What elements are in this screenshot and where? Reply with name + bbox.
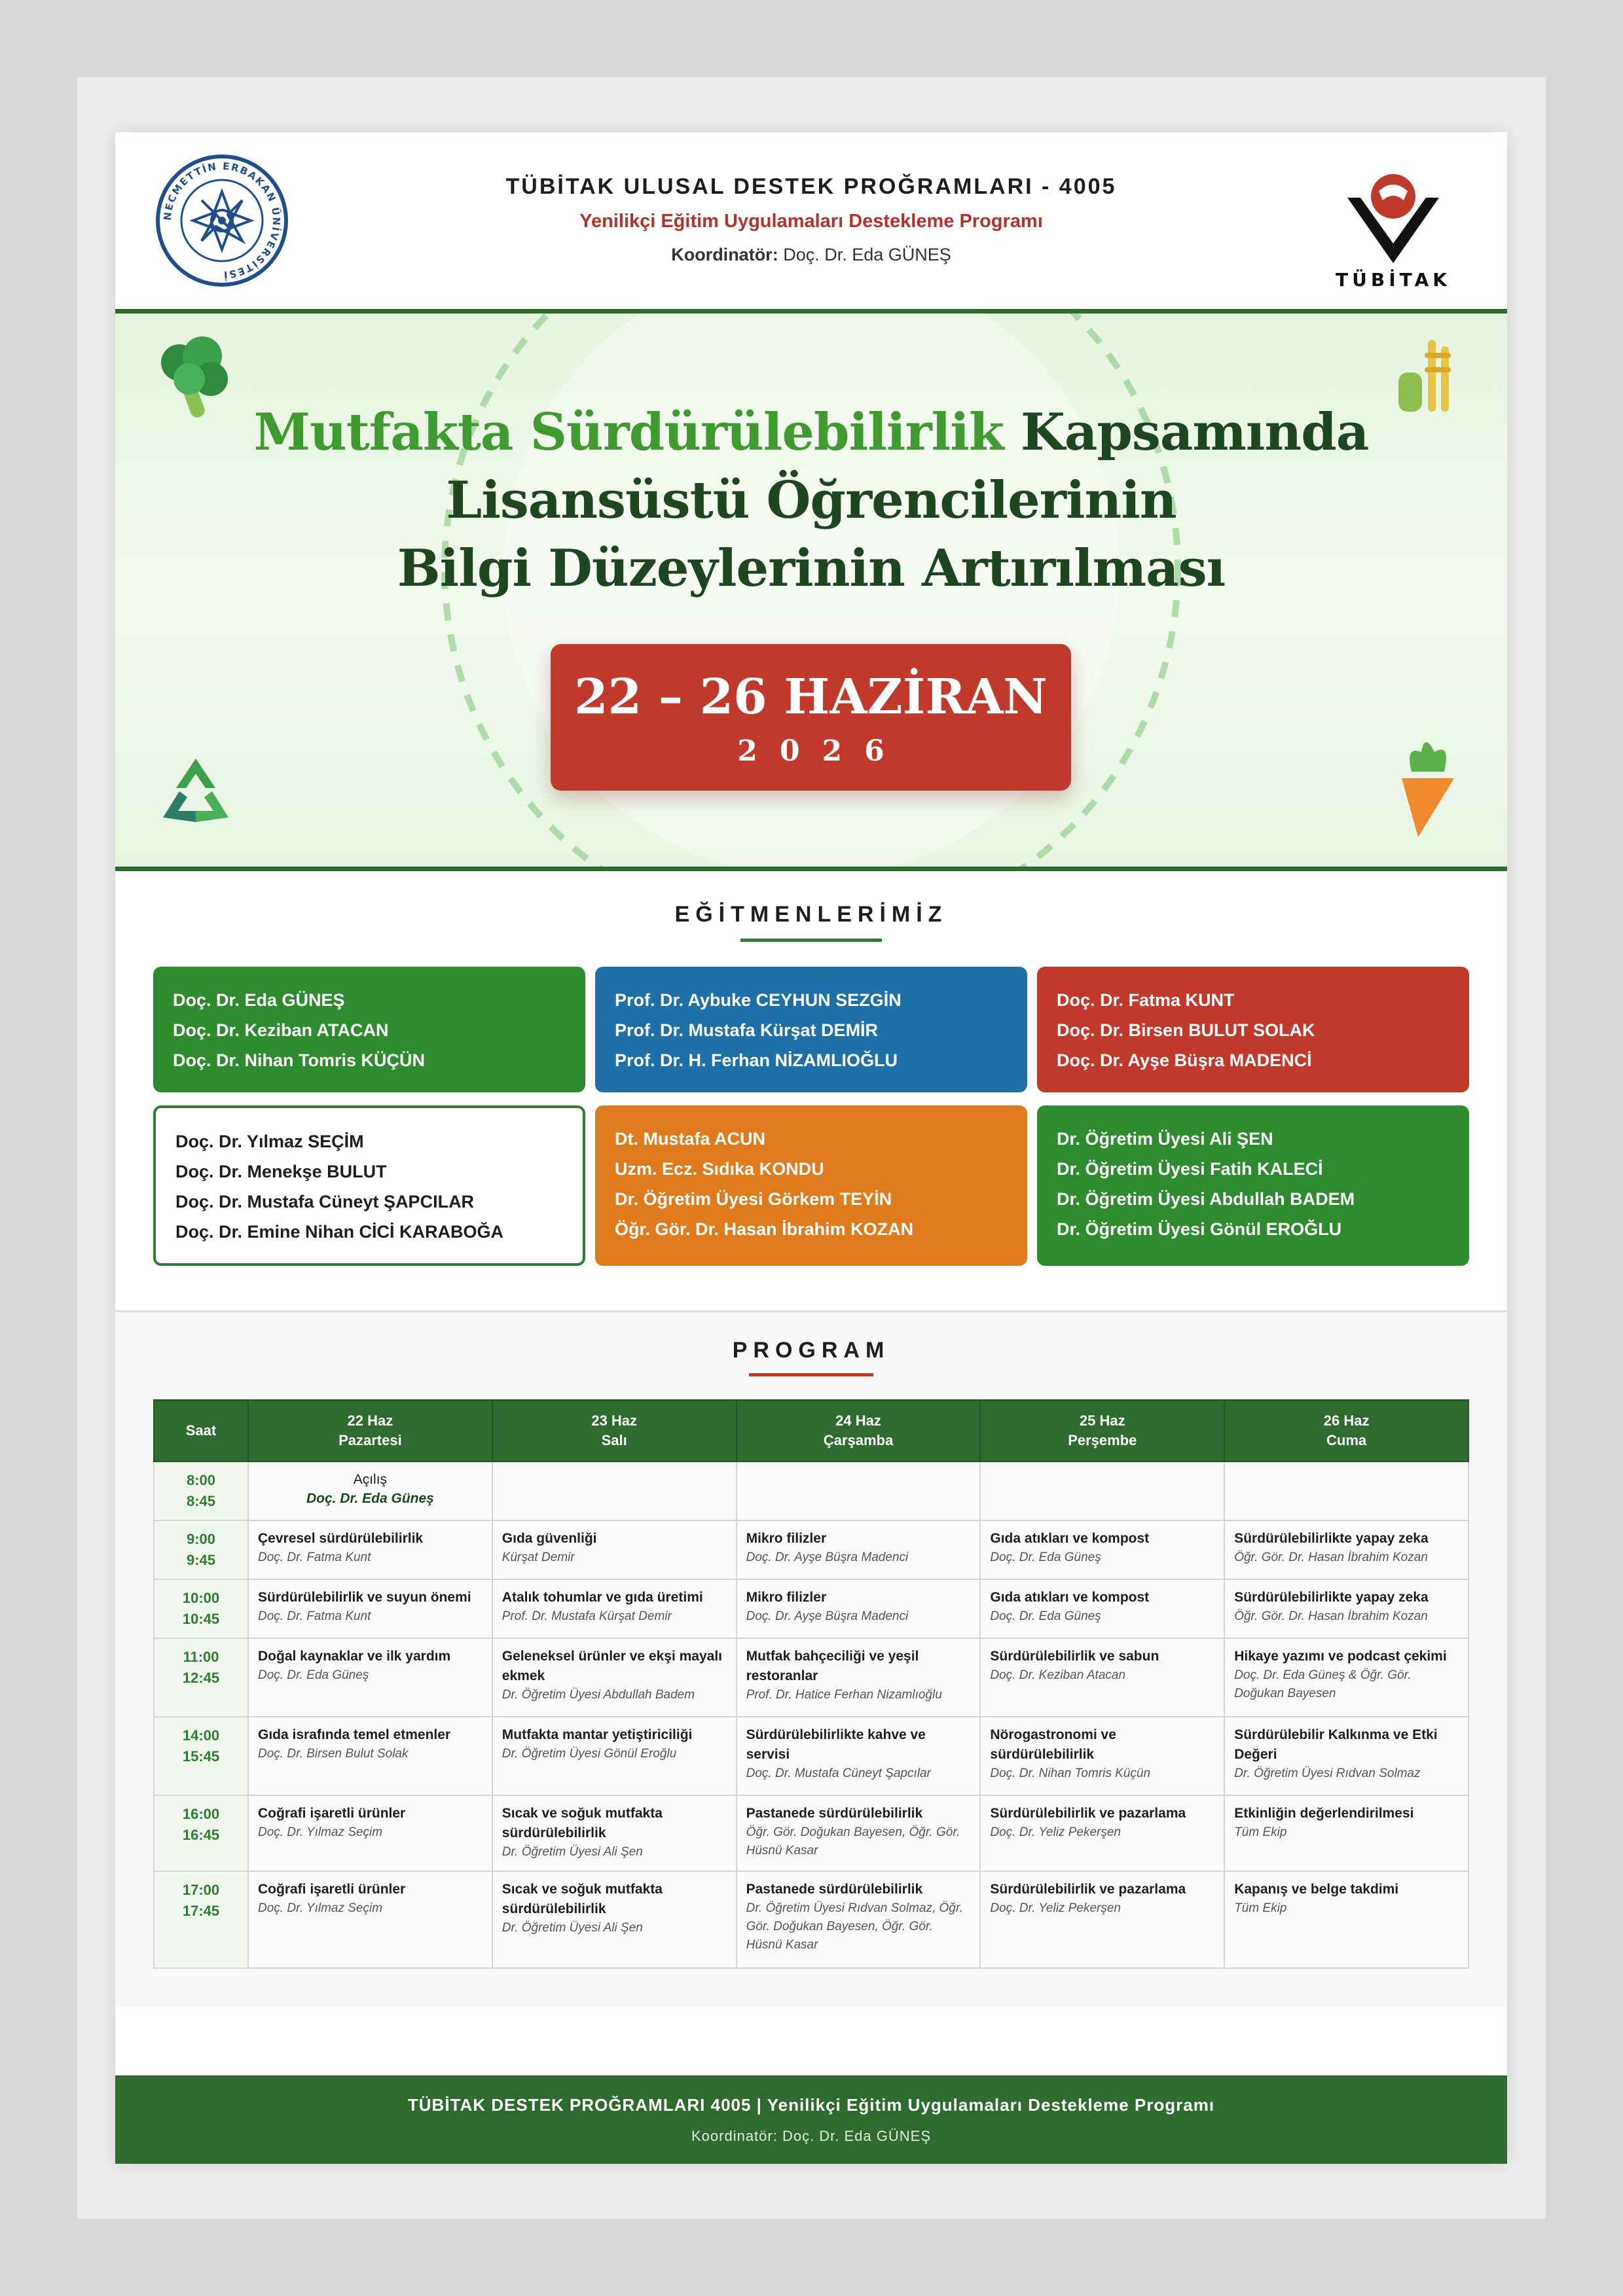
instructor-name: Dt. Mustafa ACUN [615, 1129, 766, 1149]
session-title: Sürdürülebilirlik ve pazarlama [990, 1882, 1186, 1897]
session-speaker: Prof. Dr. Mustafa Kürşat Demir [501, 1609, 672, 1623]
event-date-box [551, 644, 1071, 791]
instructor-name: Doç. Dr. Yılmaz SEÇİM [175, 1132, 364, 1151]
program-title: TÜBİTAK ULUSAL DESTEK PROĞRAMLARI - 4005 [505, 174, 1117, 199]
session-title: Mikro filizler [746, 1590, 827, 1605]
session-title: Gıda israfında temel etmenler [258, 1727, 451, 1742]
poster [115, 132, 1507, 2164]
session-title: Sürdürülebilirlik ve sabun [990, 1649, 1159, 1664]
table-header-row [154, 1400, 1468, 1462]
day-header: 22 Haz Pazartesi [248, 1400, 492, 1462]
svg-text:TÜBİTAK: TÜBİTAK [1336, 269, 1451, 291]
empty-cell [980, 1462, 1224, 1520]
session-speaker: Dr. Öğretim Üyesi Rıdvan Solmaz, Öğr. Gör. Doğukan Bayesen, Öğr. Gör. Hüsnü Kasar [746, 1901, 963, 1952]
instructor-card-3 [1037, 967, 1469, 1092]
session-title: Atalık tohumlar ve gıda üretimi [501, 1590, 703, 1605]
session-cell [492, 1520, 737, 1579]
empty-cell [492, 1462, 737, 1520]
session-title: Sürdürülebilirlik ve suyun önemi [258, 1590, 471, 1605]
empty-cell [1224, 1462, 1468, 1520]
session-speaker: Öğr. Gör. Dr. Hasan İbrahim Kozan [1234, 1609, 1428, 1623]
session-title: Nörogastronomi ve sürdürülebilirlik [990, 1727, 1116, 1762]
session-speaker: Öğr. Gör. Doğukan Bayesen, Öğr. Gör. Hüsnü Kasar [746, 1825, 960, 1857]
instructor-name: Doç. Dr. Birsen BULUT SOLAK [1057, 1020, 1315, 1040]
session-cell [737, 1717, 981, 1795]
time-slot: 10:00 10:45 [154, 1579, 248, 1638]
svg-text:NECMETTİN ERBAKAN ÜNİVERSİTESİ: NECMETTİN ERBAKAN ÜNİVERSİTESİ [161, 160, 283, 281]
instructor-name: Dr. Öğretim Üyesi Görkem TEYİN [615, 1189, 892, 1209]
session-speaker: Doç. Dr. Yılmaz Seçim [258, 1825, 383, 1839]
instructor-name: Doç. Dr. Mustafa Cüneyt ŞAPCILAR [175, 1192, 475, 1211]
coordinator-name: Doç. Dr. Eda GÜNEŞ [783, 245, 951, 264]
session-title: Sürdürülebilirlikte kahve ve servisi [746, 1727, 926, 1762]
session-speaker: Dr. Öğretim Üyesi Ali Şen [501, 1845, 643, 1859]
session-cell [980, 1717, 1224, 1795]
time-slot: 14:00 15:45 [154, 1717, 248, 1795]
time-slot: 9:00 9:45 [154, 1520, 248, 1579]
session-cell [492, 1871, 737, 1968]
session-cell [248, 1638, 492, 1717]
time-slot: 8:00 8:45 [154, 1462, 248, 1520]
session-speaker: Doç. Dr. Mustafa Cüneyt Şapcılar [746, 1767, 931, 1780]
session-title: Gıda güvenliği [501, 1531, 597, 1546]
session-cell [248, 1579, 492, 1638]
time-column-header: Saat [154, 1400, 248, 1462]
recycle-icon [153, 749, 238, 834]
session-cell [1224, 1520, 1468, 1579]
session-cell [492, 1795, 737, 1871]
session-title: Coğrafi işaretli ürünler [258, 1882, 406, 1897]
footer-program-line: TÜBİTAK DESTEK PROĞRAMLARI 4005 | Yenilikçi Eğitim Uygulamaları Destekleme Programı [407, 2095, 1215, 2115]
session-title: Sürdürülebilirlikte yapay zeka [1234, 1590, 1429, 1605]
hero-divider [115, 867, 1507, 871]
session-speaker: Doç. Dr. Eda Güneş [258, 1668, 369, 1682]
instructor-name: Prof. Dr. Mustafa Kürşat DEMİR [615, 1020, 879, 1040]
session-cell [980, 1871, 1224, 1968]
day-header: 23 Haz Salı [492, 1400, 737, 1462]
session-cell [737, 1795, 981, 1871]
table-row [154, 1520, 1468, 1579]
session-title: Sıcak ve soğuk mutfakta sürdürülebilirlik [501, 1882, 663, 1916]
session-cell [1224, 1871, 1468, 1968]
session-speaker: Doç. Dr. Fatma Kunt [258, 1609, 371, 1623]
program-table [153, 1399, 1469, 1969]
session-cell [737, 1871, 981, 1968]
time-slot: 16:00 16:45 [154, 1795, 248, 1871]
session-title: Hikaye yazımı ve podcast çekimi [1234, 1649, 1447, 1664]
session-speaker: Doç. Dr. Ayşe Büşra Madenci [746, 1609, 909, 1623]
table-row [154, 1871, 1468, 1968]
instructor-card-6 [1037, 1105, 1469, 1266]
session-cell [1224, 1638, 1468, 1717]
session-title: Doğal kaynaklar ve ilk yardım [258, 1649, 451, 1664]
session-title: Çevresel sürdürülebilirlik [258, 1531, 424, 1546]
session-speaker: Dr. Öğretim Üyesi Abdullah Badem [501, 1688, 695, 1702]
instructor-name: Doç. Dr. Keziban ATACAN [173, 1020, 389, 1040]
session-speaker: Prof. Dr. Hatice Ferhan Nizamlıoğlu [746, 1688, 942, 1702]
session-title: Coğrafi işaretli ürünler [258, 1806, 406, 1821]
carrot-icon [1385, 732, 1470, 844]
instructor-name: Dr. Öğretim Üyesi Abdullah BADEM [1057, 1189, 1355, 1209]
session-cell [492, 1579, 737, 1638]
instructor-card-2 [595, 967, 1027, 1092]
opening-session: Açılış Doç. Dr. Eda Güneş [248, 1462, 492, 1520]
session-speaker: Doç. Dr. Fatma Kunt [258, 1551, 371, 1564]
tubitak-logo [1328, 152, 1459, 296]
hero-title-line2: Lisansüstü Öğrencilerinin [446, 471, 1176, 530]
session-title: Mikro filizler [746, 1531, 827, 1546]
day-header: 26 Haz Cuma [1224, 1400, 1468, 1462]
session-cell [980, 1795, 1224, 1871]
session-speaker: Doç. Dr. Yeliz Pekerşen [990, 1825, 1121, 1839]
session-cell [248, 1717, 492, 1795]
session-speaker: Tüm Ekip [1234, 1901, 1287, 1915]
session-speaker: Doç. Dr. Yılmaz Seçim [258, 1901, 383, 1915]
session-speaker: Doç. Dr. Eda Güneş [990, 1609, 1101, 1623]
instructor-name: Dr. Öğretim Üyesi Fatih KALECİ [1057, 1159, 1323, 1179]
instructor-name: Prof. Dr. H. Ferhan NİZAMLIOĞLU [615, 1050, 898, 1070]
table-row [154, 1579, 1468, 1638]
instructor-name: Dr. Öğretim Üyesi Ali ŞEN [1057, 1129, 1273, 1149]
session-title: Sıcak ve soğuk mutfakta sürdürülebilirlik [501, 1806, 663, 1840]
session-title: Gıda atıkları ve kompost [990, 1531, 1150, 1546]
instructor-name: Doç. Dr. Menekşe BULUT [175, 1162, 387, 1181]
instructor-name: Doç. Dr. Ayşe Büşra MADENCİ [1057, 1050, 1312, 1070]
session-title: Gıda atıkları ve kompost [990, 1590, 1150, 1605]
table-row [154, 1795, 1468, 1871]
session-cell [248, 1795, 492, 1871]
session-title: Mutfak bahçeciliği ve yeşil restoranlar [746, 1649, 919, 1683]
session-cell [248, 1871, 492, 1968]
program-title-heading: PROGRAM [732, 1338, 890, 1363]
hero-title-line1: Kapsamında [1003, 403, 1369, 462]
day-header: 24 Haz Çarşamba [737, 1400, 981, 1462]
session-cell [1224, 1717, 1468, 1795]
time-slot: 11:00 12:45 [154, 1638, 248, 1717]
coordinator-label: Koordinatör: [671, 245, 778, 264]
page-background [77, 77, 1546, 2219]
session-cell [737, 1520, 981, 1579]
time-slot: 17:00 17:45 [154, 1871, 248, 1968]
coordinator [115, 245, 1507, 265]
session-speaker: Doç. Dr. Nihan Tomris Küçün [990, 1767, 1151, 1780]
session-speaker: Doç. Dr. Eda Güneş & Öğr. Gör. Doğukan Bayesen [1234, 1668, 1412, 1700]
session-speaker: Dr. Öğretim Üyesi Rıdvan Solmaz [1234, 1767, 1421, 1780]
day-header: 25 Haz Perşembe [980, 1400, 1224, 1462]
instructor-name: Doç. Dr. Emine Nihan CİCİ KARABOĞA [175, 1222, 504, 1242]
session-speaker: Doç. Dr. Yeliz Pekerşen [990, 1901, 1121, 1915]
empty-cell [737, 1462, 981, 1520]
session-speaker: Dr. Öğretim Üyesi Ali Şen [501, 1921, 643, 1935]
session-title: Mutfakta mantar yetiştiriciliği [501, 1727, 693, 1742]
session-title: Sürdürülebilir Kalkınma ve Etki Değeri [1234, 1727, 1438, 1762]
instructor-name: Uzm. Ecz. Sıdıka KONDU [615, 1159, 824, 1179]
session-cell [492, 1717, 737, 1795]
instructor-name: Dr. Öğretim Üyesi Gönül EROĞLU [1057, 1219, 1342, 1239]
session-speaker: Doç. Dr. Eda Güneş [990, 1551, 1101, 1564]
event-date-range: 22 – 26 HAZİRAN [574, 669, 1048, 725]
session-title: Geleneksel ürünler ve ekşi mayalı ekmek [501, 1649, 722, 1683]
header-divider [115, 309, 1507, 314]
table-row [154, 1638, 1468, 1717]
session-cell [1224, 1579, 1468, 1638]
session-title: Sürdürülebilirlik ve pazarlama [990, 1806, 1186, 1821]
instructor-name: Doç. Dr. Eda GÜNEŞ [173, 990, 345, 1010]
instructors-title: EĞİTMENLERİMİZ [674, 902, 948, 927]
table-row [154, 1717, 1468, 1795]
session-speaker: Doç. Dr. Birsen Bulut Solak [258, 1747, 409, 1761]
session-speaker: Doç. Dr. Ayşe Büşra Madenci [746, 1551, 909, 1564]
session-speaker: Dr. Öğretim Üyesi Gönül Eroğlu [501, 1747, 677, 1761]
session-title: Sürdürülebilirlikte yapay zeka [1234, 1531, 1429, 1546]
session-speaker: Doç. Dr. Keziban Atacan [990, 1668, 1126, 1682]
hero-banner [115, 314, 1507, 867]
instructor-name: Doç. Dr. Fatma KUNT [1057, 990, 1235, 1010]
session-cell [980, 1520, 1224, 1579]
session-speaker: Kürşat Demir [501, 1551, 575, 1564]
session-speaker: Tüm Ekip [1234, 1825, 1287, 1839]
session-title: Kapanış ve belge takdimi [1234, 1882, 1399, 1897]
session-speaker: Öğr. Gör. Dr. Hasan İbrahim Kozan [1234, 1551, 1428, 1564]
session-cell [737, 1579, 981, 1638]
instructors-title-underline [740, 939, 882, 942]
session-cell [1224, 1795, 1468, 1871]
instructor-card-4 [153, 1105, 585, 1266]
instructor-card-5 [595, 1105, 1027, 1266]
table-row [154, 1462, 1468, 1520]
session-title: Pastanede sürdürülebilirlik [746, 1882, 923, 1897]
session-cell [492, 1638, 737, 1717]
instructor-name: Doç. Dr. Nihan Tomris KÜÇÜN [173, 1050, 426, 1070]
session-cell [980, 1579, 1224, 1638]
hero-title-line3: Bilgi Düzeylerinin Artırılması [397, 539, 1226, 598]
hero-title [115, 399, 1507, 603]
event-year: 2026 [737, 734, 907, 768]
footer-coordinator-line: Koordinatör: Doç. Dr. Eda GÜNEŞ [691, 2128, 932, 2144]
program-title-underline [749, 1373, 873, 1376]
footer [115, 2075, 1507, 2164]
instructor-name: Prof. Dr. Aybuke CEYHUN SEZGİN [615, 990, 902, 1010]
instructor-name: Öğr. Gör. Dr. Hasan İbrahim KOZAN [615, 1219, 914, 1239]
session-title: Etkinliğin değerlendirilmesi [1234, 1806, 1414, 1821]
session-cell [248, 1520, 492, 1579]
instructor-card-1 [153, 967, 585, 1092]
session-title: Pastanede sürdürülebilirlik [746, 1806, 923, 1821]
program-subtitle: Yenilikçi Eğitim Uygulamaları Destekleme Programı [579, 211, 1043, 232]
hero-title-accent: Mutfakta Sürdürülebilirlik [253, 403, 1004, 462]
header [115, 132, 1507, 309]
session-cell [737, 1638, 981, 1717]
session-cell [980, 1638, 1224, 1717]
